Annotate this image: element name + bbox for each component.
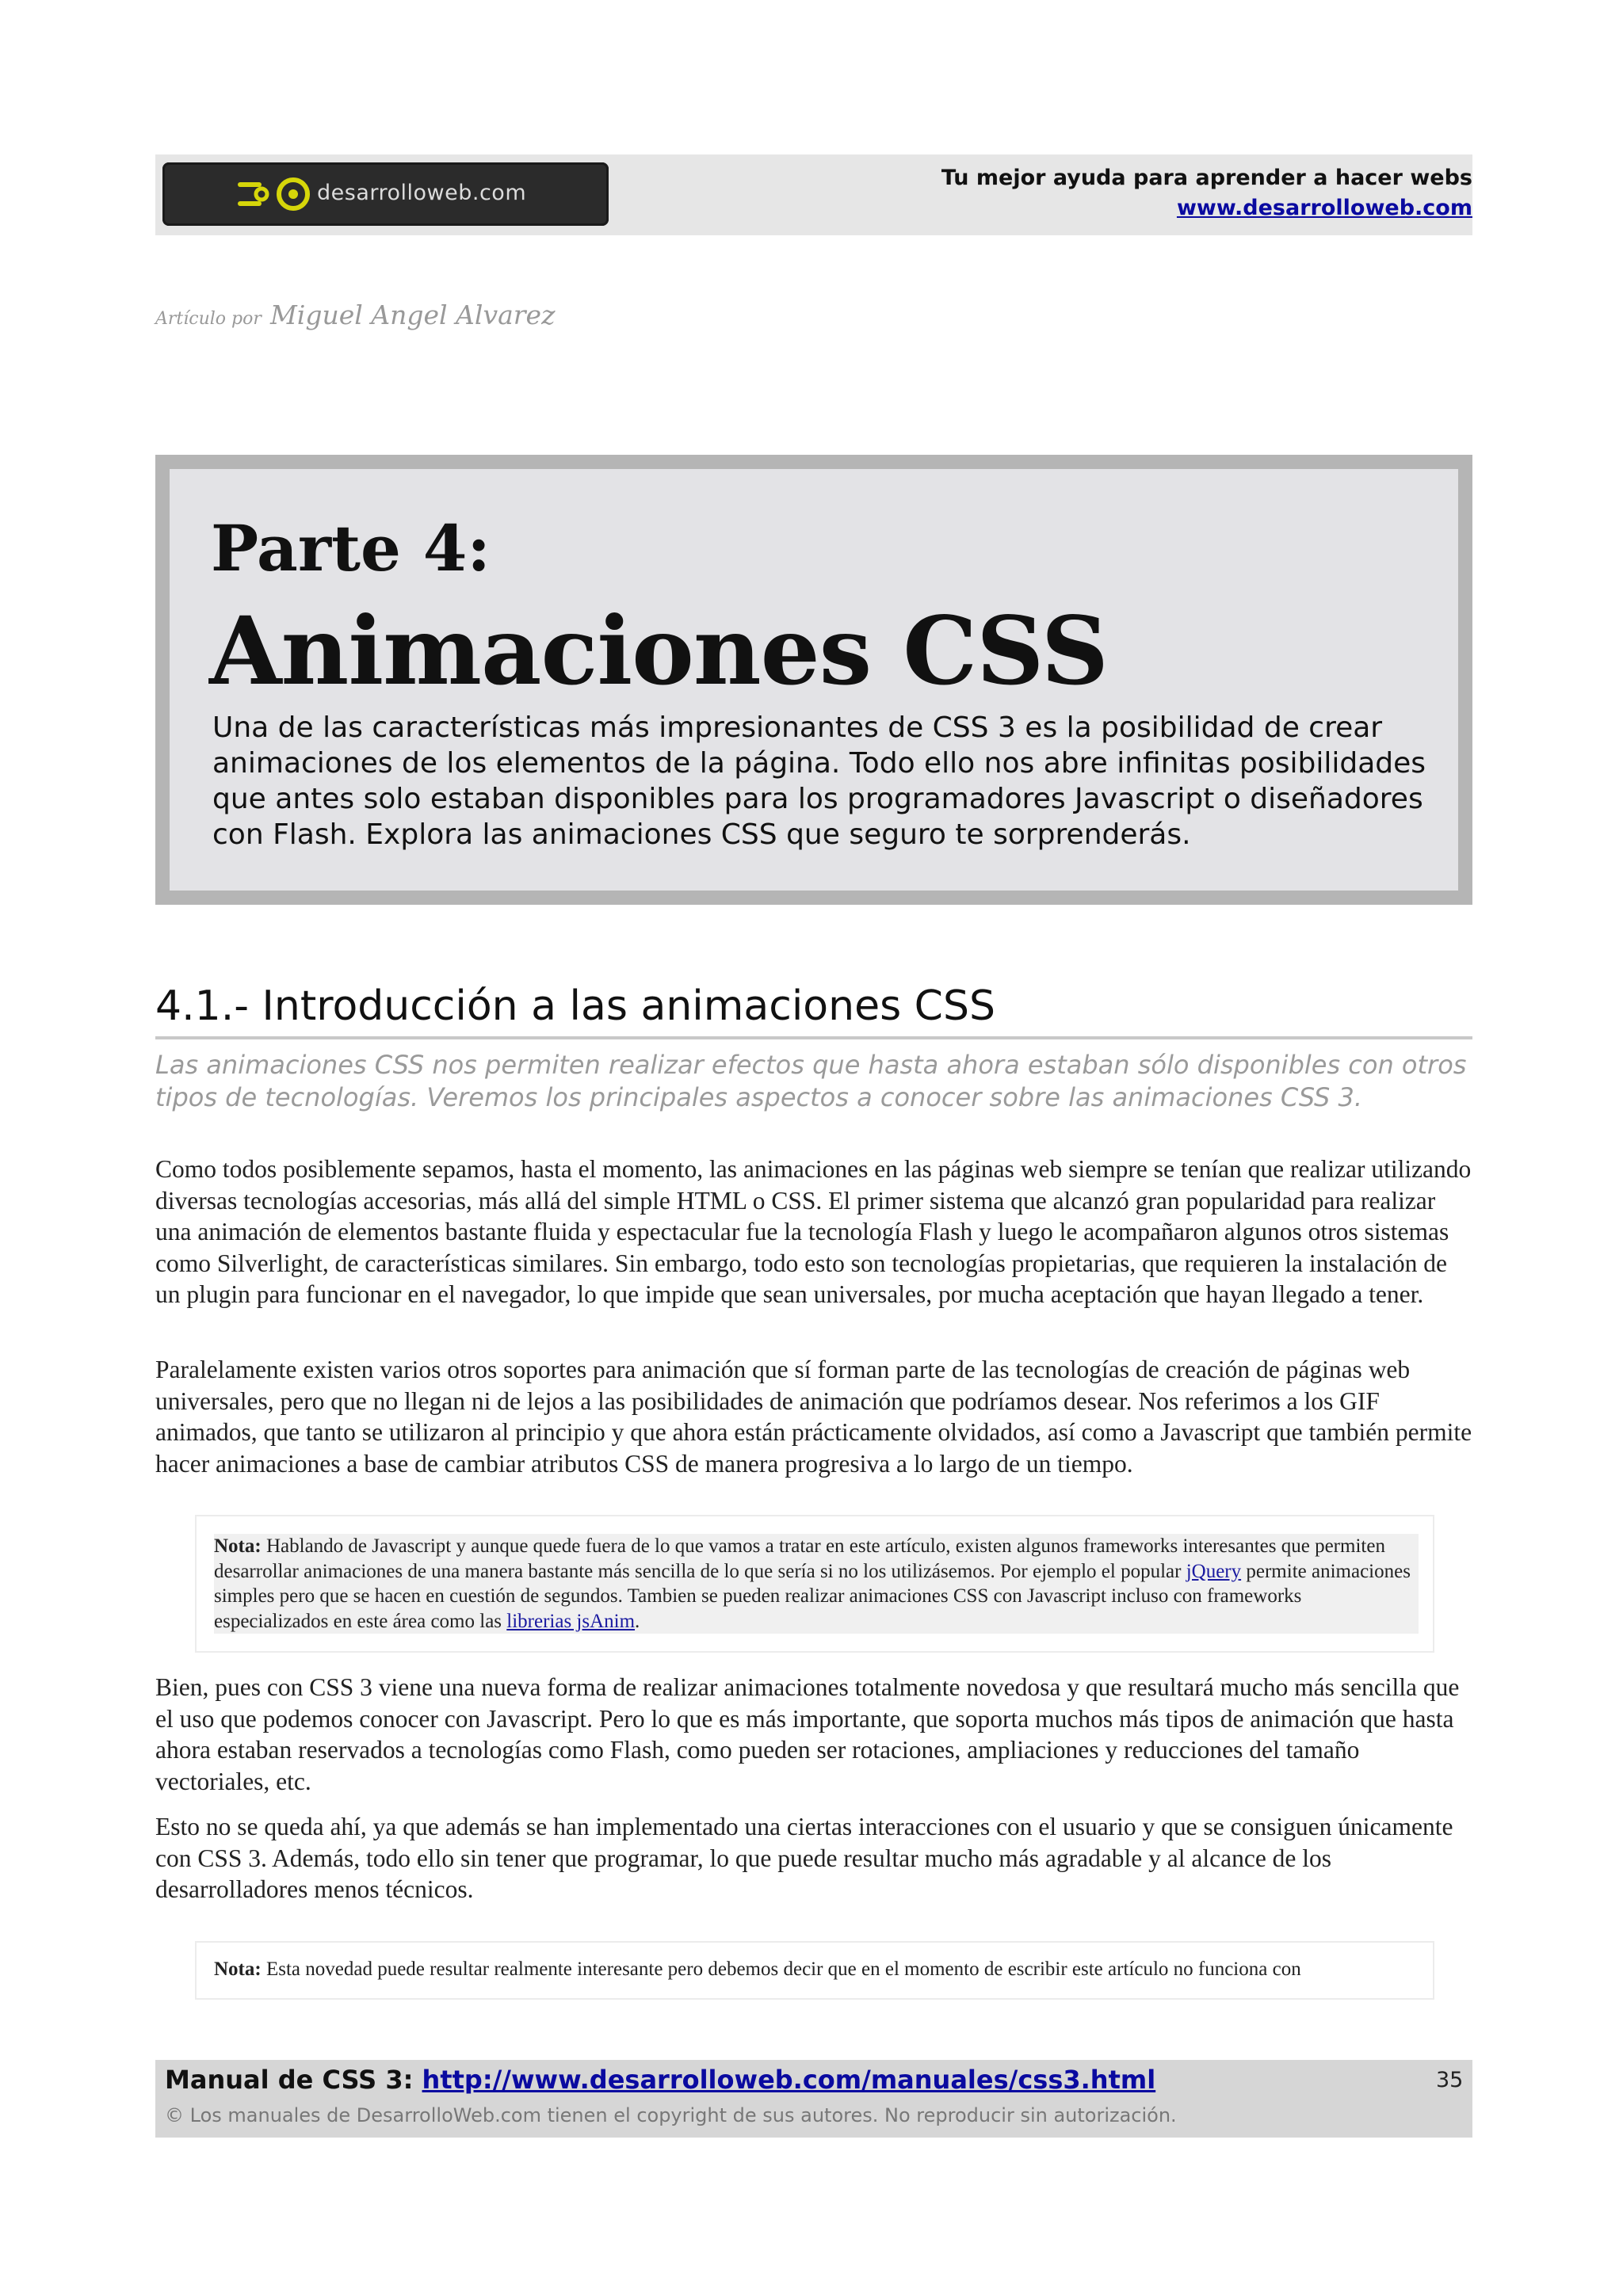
part-label: Parte 4: — [211, 511, 491, 585]
note-text — [214, 1957, 1419, 1982]
note-label: Nota: — [214, 1958, 262, 1980]
jsanim-link[interactable]: librerias jsAnim — [506, 1610, 636, 1632]
author-line — [155, 299, 555, 330]
footer-manual — [165, 2065, 1155, 2095]
author-label: Artículo por — [155, 309, 262, 329]
paragraph: Paralelamente existen varios otros soportes para animación que sí forman parte de las tecnologías de creación de páginas web universales, pero que no llegan ni de lejos a las posibilidades de animación que podríamos desear. Nos referimos a los GIF animados, que tanto se utilizaron al principio y que ahora están prácticamente olvidados, así como a Javascript que también permite hacer animaciones a base de cambiar atributos CSS de manera progresiva a lo largo de un tiempo. — [155, 1356, 1472, 1478]
footer-manual-label: Manual de CSS 3: — [165, 2065, 414, 2095]
note-label: Nota: — [214, 1535, 262, 1557]
note-text-part: . — [635, 1610, 640, 1632]
note-text — [214, 1534, 1419, 1634]
jquery-link[interactable]: jQuery — [1186, 1560, 1242, 1582]
paragraph: Bien, pues con CSS 3 viene una nueva forma de realizar animaciones totalmente novedosa y que resultará mucho más sencilla que el uso que podemos conocer con Javascript. Pero lo que es más importante, que soporta muchos más tipos de animación que hasta ahora estaban reservados a tecnologías como Flash, como pueden ser rotaciones, ampliaciones y reducciones del tamaño vectoriales, etc. — [155, 1673, 1460, 1795]
note-text-part: Hablando de Javascript y aunque quede fuera de lo que vamos a tratar en este artículo, existen algunos frameworks interesantes que permiten desarrollar animaciones de una manera bastante más sencilla de lo que sería si no los utilizásemos. Por ejemplo el popular — [214, 1535, 1385, 1582]
manual-link[interactable]: http://www.desarrolloweb.com/manuales/css3.html — [422, 2065, 1156, 2095]
copyright-notice: © Los manuales de DesarrolloWeb.com tienen el copyright de sus autores. No reproducir sin autorización. — [165, 2104, 1177, 2126]
header-tagline — [941, 163, 1472, 223]
part-intro: Una de las características más impresionantes de CSS 3 es la posibilidad de crear animaciones de los elementos de la página. Todo ello nos abre infinitas posibilidades que antes solo estaban disponibles para los programadores Javascript o diseñadores con Flash. Explora las animaciones CSS que seguro te sorprenderás. — [212, 711, 1426, 851]
note-box — [195, 1515, 1434, 1653]
paragraph: Esto no se queda ahí, ya que además se han implementado una ciertas interacciones con el usuario y que se consiguen únicamente con CSS 3. Además, todo ello sin tener que programar, lo que puede resultar mucho más agradable y al alcance de los desarrolladores menos técnicos. — [155, 1813, 1453, 1903]
note-text-part: permite animaciones simples pero que se hacen en cuestión de segundos. Tambien se pueden realizar animaciones CSS con Javascript incluso con frameworks especializados en este área como las — [214, 1560, 1411, 1632]
part-title: Animaciones CSS — [209, 596, 1109, 706]
section-title: 4.1.- Introducción a las animaciones CSS — [155, 982, 996, 1030]
paragraph: Como todos posiblemente sepamos, hasta el momento, las animaciones en las páginas web siempre se tenían que realizar utilizando diversas tecnologías accesorias, más allá del simple HTML o CSS. El primer sistema que alcanzó gran popularidad para realizar una animación de elementos bastante fluida y espectacular fue la tecnología Flash y luego le acompañaron algunos otros sistemas como Silverlight, de características similares. Sin embargo, todo esto son tecnologías propietarias, que requieren la instalación de un plugin para funcionar en el navegador, lo que impide que sean universales, por mucha aceptación que hayan llegado a tener. — [155, 1155, 1472, 1308]
section-divider — [155, 1036, 1472, 1039]
logo-text: desarrolloweb.com — [317, 181, 527, 205]
site-link[interactable]: www.desarrolloweb.com — [1176, 196, 1472, 220]
author-name: Miguel Angel Alvarez — [269, 299, 556, 330]
tagline-text: Tu mejor ayuda para aprender a hacer webs — [941, 166, 1472, 190]
page-number: 35 — [1436, 2068, 1464, 2092]
note-box — [195, 1941, 1434, 2000]
note-text-part: Esta novedad puede resultar realmente interesante pero debemos decir que en el momento de escribir este artículo no funciona con — [265, 1958, 1301, 1980]
section-subtitle: Las animaciones CSS nos permiten realizar efectos que hasta ahora estaban sólo disponibles con otros tipos de tecnologías. Veremos los principales aspectos a conocer sobre las animaciones CSS 3. — [155, 1050, 1467, 1112]
